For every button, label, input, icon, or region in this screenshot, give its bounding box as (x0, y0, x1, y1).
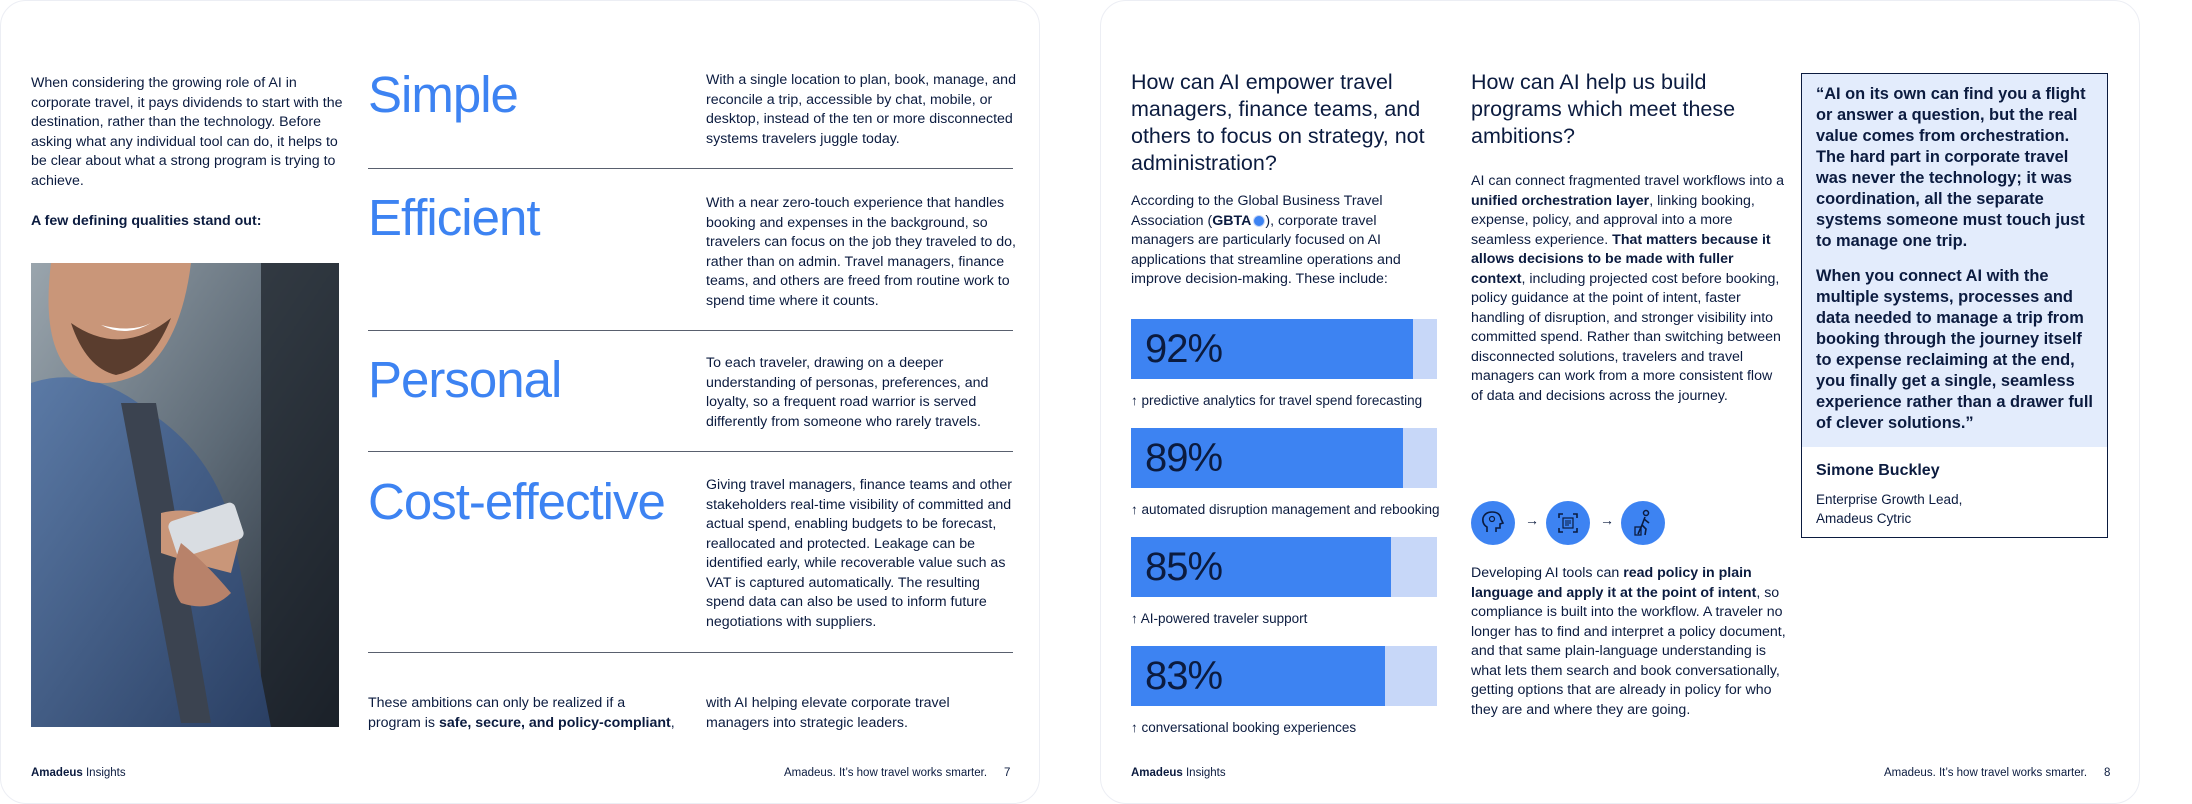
up-arrow-icon: ↑ (1131, 502, 1138, 517)
quality-text-cost-effective: Giving travel managers, finance teams and other stakeholders real-time visibility of committed and actual spend, enabling budgets to be forecast, reallocated and protected. Leakage can be identified early, while recoverable value such as VAT is captured automatically. The resulting spend data can also be used to inform future negotiations with suppliers. (706, 477, 1012, 630)
stat-label-text: AI-powered traveler support (1140, 611, 1308, 626)
col2-p2-c: , so compliance is built into the workflow. A traveler no longer has to find and interpret a policy document, and that same plain-language understanding is what lets them search and book conversationally, getting options that are already in policy for who they are and where they are going. (1471, 584, 1786, 718)
stat-label-text: automated disruption management and rebooking (1141, 502, 1440, 517)
page-number: 8 (2104, 767, 2111, 779)
col1-intro-bold: GBTA (1212, 212, 1252, 229)
closing-text-a-post: , (670, 714, 675, 731)
divider (368, 451, 1013, 452)
footer-brand-rest: Insights (1182, 767, 1226, 779)
stat-bar (1131, 319, 1437, 379)
stat-bar (1131, 646, 1437, 706)
head-icon-glyph (1471, 501, 1515, 545)
col1-intro-post: ), corporate travel managers are particularly focused on AI applications that streamline operations and improve decision-making. These include: (1131, 212, 1401, 287)
stat-label (1131, 720, 1356, 735)
footer-brand-rest: Insights (82, 767, 126, 779)
quote-role (1816, 490, 1962, 528)
footer-tagline: Amadeus. It’s how travel works smarter. (1884, 767, 2088, 779)
stat-bar (1131, 537, 1437, 597)
col2-p1-d: That matters because it allows decisions to be made with fuller context (1471, 231, 1771, 287)
stat-label-text: predictive analytics for travel spend forecasting (1141, 393, 1423, 408)
stat-label (1131, 393, 1422, 408)
col2-paragraph-2 (1471, 564, 1789, 720)
up-arrow-icon: ↑ (1131, 611, 1138, 626)
footer-brand-bold: Amadeus (31, 767, 83, 779)
quote-box (1801, 73, 2108, 538)
quality-title-efficient: Efficient (368, 189, 540, 246)
col2-p2-a: Developing AI tools can (1471, 565, 1624, 581)
stat-percent: 83% (1145, 654, 1223, 698)
quote-role-line-1: Enterprise Growth Lead, (1816, 492, 1963, 507)
document-scan-icon-glyph (1546, 501, 1590, 545)
footer-brand-bold: Amadeus (1131, 767, 1183, 779)
col2-p1-c: , linking booking, expense, policy, and approval into a more seamless experience. (1471, 192, 1755, 248)
col2-heading: How can AI help us build programs which meet these ambitions? (1471, 70, 1736, 148)
stat-label (1131, 502, 1439, 517)
up-arrow-icon: ↑ (1131, 393, 1138, 408)
col2-p1-a: AI can connect fragmented travel workflows into a (1471, 173, 1785, 189)
traveler-icon-glyph (1621, 501, 1665, 545)
divider (368, 652, 1013, 653)
col2-p1-b: unified orchestration layer (1471, 192, 1650, 209)
page-8 (1100, 0, 2140, 804)
arrow-right-icon: → (1600, 512, 1614, 528)
quality-title-cost-effective: Cost-effective (368, 473, 665, 530)
stat-percent: 85% (1145, 545, 1223, 589)
traveler-photo (31, 263, 339, 727)
stat-bar (1131, 428, 1437, 488)
defining-qualities-heading: A few defining qualities stand out: (31, 213, 262, 229)
col1-heading: How can AI empower travel managers, finance teams, and others to focus on strategy, not administration? (1131, 70, 1425, 175)
page-number: 7 (1004, 767, 1011, 779)
quote-author: Simone Buckley (1816, 462, 1940, 479)
traveler-icon (1621, 501, 1665, 545)
quote-role-line-2: Amadeus Cytric (1816, 511, 1912, 526)
quality-text-simple: With a single location to plan, book, manage, and reconcile a trip, accessible by chat, mobile, or desktop, instead of the ten or more disconnected systems travelers juggle today. (706, 72, 1016, 147)
closing-text-a-bold: safe, secure, and policy-compliant (438, 714, 671, 731)
col1-intro (1131, 192, 1441, 290)
quote-paragraph-2: When you connect AI with the multiple systems, processes and data needed to manage a trip from booking through the journey itself to expense reclaiming at the end, you finally get a single, seamless experience rather than a drawer full of clever solutions.” (1816, 267, 2093, 432)
footer-brand (1131, 767, 1226, 779)
col2-p2-b: read policy in plain language and apply it at the point of intent (1471, 565, 1757, 601)
quality-text-personal: To each traveler, drawing on a deeper understanding of personas, preferences, and loyalty, so a frequent road warrior is served differently from someone who rarely travels. (706, 355, 989, 430)
arrow-right-icon: → (1525, 512, 1539, 528)
col1-intro-pre: According to the Global Business Travel Association ( (1131, 193, 1383, 229)
traveler-photo-illustration (31, 263, 339, 727)
quality-text-efficient: With a near zero-touch experience that handles booking and expenses in the background, so travelers can focus on the job they traveled to do, rather than on admin. Travel managers, finance teams, and others are freed from routine work to spend time where it counts. (706, 195, 1016, 309)
up-arrow-icon: ↑ (1131, 720, 1138, 735)
intro-paragraph: When considering the growing role of AI in corporate travel, it pays dividends to start with the destination, rather than the technology. Before asking what any individual tool can do, it helps to be clear about what a strong program is trying to achieve. (31, 75, 343, 189)
divider (368, 330, 1013, 331)
divider (368, 168, 1013, 169)
footer-tagline: Amadeus. It’s how travel works smarter. (784, 767, 988, 779)
page-7 (0, 0, 1040, 804)
stat-label-text: conversational booking experiences (1141, 720, 1357, 735)
stat-percent: 92% (1145, 327, 1223, 371)
head-icon (1471, 501, 1515, 545)
quote-paragraph-1: “AI on its own can find you a flight or answer a question, but the real value comes from orchestration. The hard part in corporate travel was never the technology; it was coordination, all the separate systems someone must touch just to manage one trip. (1816, 85, 2086, 250)
gbta-link-icon[interactable] (1253, 215, 1265, 227)
quality-title-personal: Personal (368, 351, 562, 408)
closing-text-b: with AI helping elevate corporate travel managers into strategic leaders. (706, 695, 950, 731)
closing-text-a-pre: These ambitions can only be realized if a program is (368, 695, 626, 731)
closing-text-a (368, 694, 678, 733)
footer-brand (31, 767, 126, 779)
col2-p1-e: , including projected cost before booking, policy guidance at the point of intent, faster handling of disruption, and stronger visibility into committed spend. Rather than switching between disconnected solutions, travelers and travel managers can work from a more consistent flow of data and decisions across the journey. (1471, 270, 1781, 404)
col2-paragraph-1 (1471, 172, 1786, 406)
stat-percent: 89% (1145, 436, 1223, 480)
quality-title-simple: Simple (368, 66, 518, 123)
document-scan-icon (1546, 501, 1590, 545)
stat-label (1131, 611, 1307, 626)
pull-quote (1816, 84, 2098, 434)
